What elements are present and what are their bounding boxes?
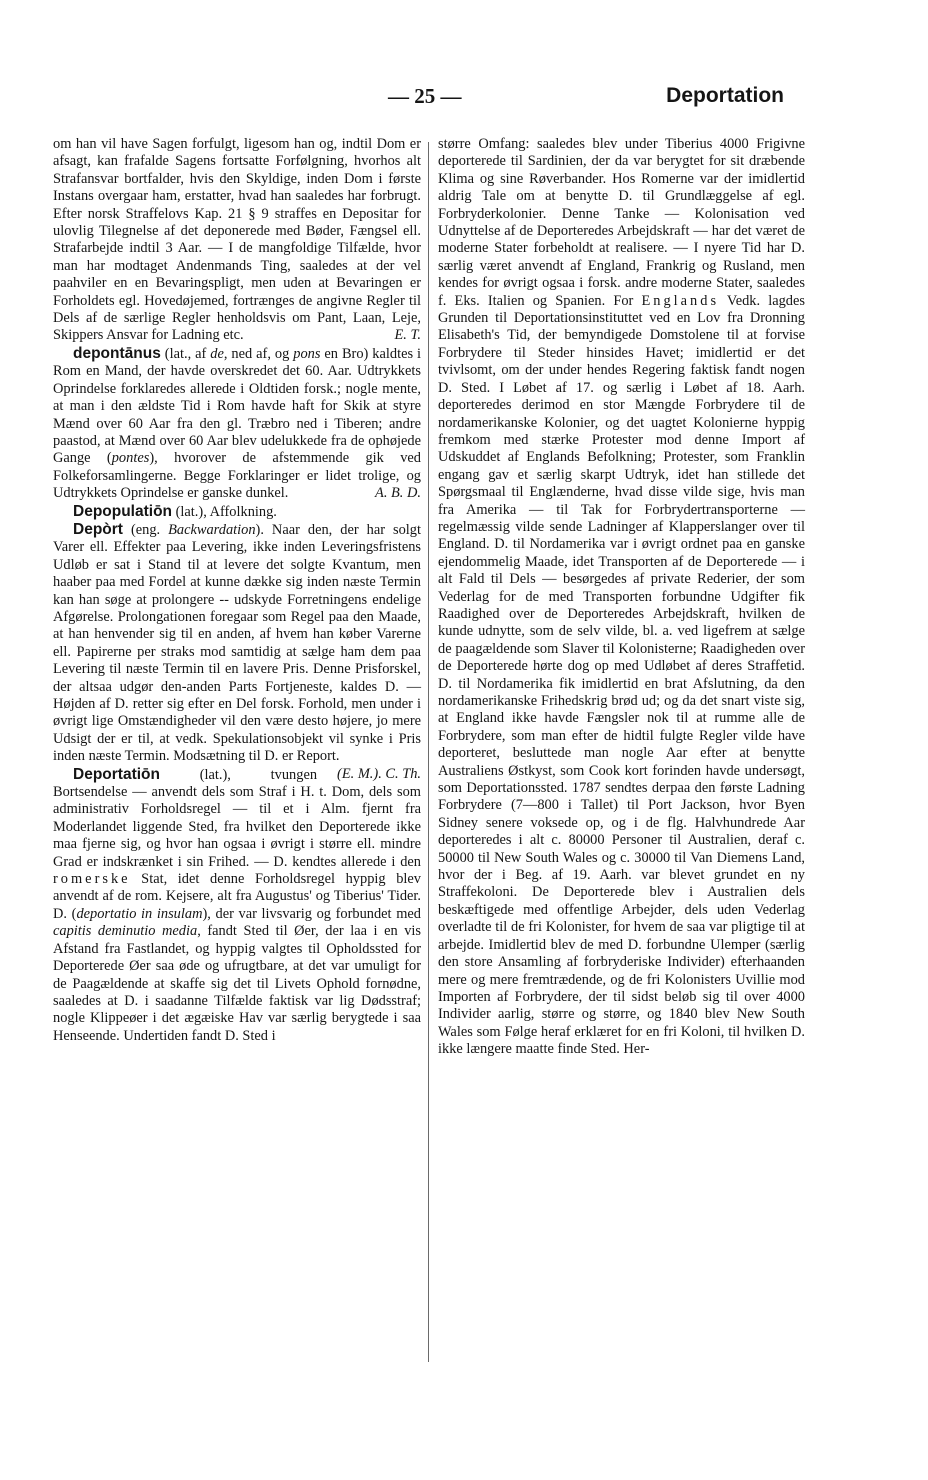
left-column xyxy=(53,136,421,1045)
entry-text: , ned af, og xyxy=(223,345,294,362)
deponering-continuation xyxy=(53,136,421,345)
deportation-continuation xyxy=(438,136,805,1059)
entry-depopulation xyxy=(53,503,421,521)
right-column xyxy=(438,136,805,1059)
entry-deportation xyxy=(53,766,421,1046)
headword-deportation: Deportatiōn xyxy=(73,765,160,783)
column-divider xyxy=(428,142,429,1362)
entry-depontanus xyxy=(53,345,421,503)
entry-text: større Omfang: saaledes blev under Tiberius 4000 Frigivne deporterede til Sardinien, der da var berygtet for sit dræbende Klima og sine Røverbander. Hos Romerne var der imidlertid aldrig Tale om at benytte D. til Grundlæggelse af egl. Forbryderkolonier. Denne Tanke — Kolonisation ved Udnyttelse af de Deporteredes Arbejdskraft — har det været de moderne Stater forbeholdt at realisere. — I nyere Tid har D. særlig været anvendt af England, Frankrig og Rusland, men kendes for øvrigt ogsaa i forsk. andre moderne Stater, saaledes f. Eks. Italien og Spanien. For xyxy=(438,136,805,309)
deponering-text: om han vil have Sagen forfulgt, ligesom han og, indtil Dom er afsagt, kan frafalde Sagens fortsatte Forfølgning, hvorhos alt Strafansvar bortfalder, hvis den Skyldige, inden Dom i første Instans overgaar ham, erstatter, hvad han saaledes har forbrugt. Efter norsk Straffelovs Kap. 21 § 9 straffes en Depositar for ulovlig Tilegnelse af det deponerede med Bøder, Fængsel ell. Strafarbejde indtil 3 Aar. — I de mangfoldige Tilfælde, hvor man har modtaget Andenmands Ting, saaledes at der vel paahviler en en Bevaringspligt, men uden at Bevaringen er Forholdets egl. Hovedøjemed, fortrænges de angivne Regler til Dels af de særlige Regler henholdsvis om Pant, Laan, Leje, Skippers Ansvar for Ladning etc. xyxy=(53,136,421,344)
english-term: Backwardation xyxy=(168,521,256,538)
entry-text: (lat., af xyxy=(160,345,211,362)
spaced-term: romerske xyxy=(53,871,131,888)
latin-term: pons xyxy=(293,345,321,362)
entry-text: ), hvorover de afstemmende gik ved Folkeforsamlingerne. Begge Forklaringer er lidet trolige, og Udtrykkets Oprindelse er ganske dunkel. xyxy=(53,450,421,502)
entry-text: , fandt Sted til Øer, der laa i en vis Afstand fra Fastlandet, og hyppig valgtes til Opholdssted for Deporterede Øer saa øde og ufrugtbare, at det var umuligt for de Paagældende at skaffe sig det til Livets Ophold fornødne, saaledes at D. i saadanne Tilfælde faktisk var lig Dødsstraf; nogle Klippeøer i det ægæiske Hav var særlig berygtede i saa Henseende. Undertiden fandt D. Sted i xyxy=(53,923,421,1044)
entry-text: (lat.), Affolkning. xyxy=(172,503,277,520)
entry-text: en Bro) kaldtes i Rom en Mand, der havde overskredet det 60. Aar. Udtrykkets Oprindelse forklaredes allerede i Oldtiden forsk.; nogle mente, at man i den ældste Tid i Rom havde haft for Skik at styre Mænd over 60 Aar fra den gl. Træbro ned i Tiberen; andre paastod, at Mænd over 60 Aar blev udelukkede fra de ophøjede Gange ( xyxy=(53,345,422,467)
signature-abd: A. B. D. xyxy=(375,485,421,502)
page-header xyxy=(0,84,928,114)
latin-term: de xyxy=(210,345,224,362)
signature-et: E. T. xyxy=(394,327,421,344)
latin-term: deportatio in insulam xyxy=(76,905,203,922)
entry-text: ). Naar den, der har solgt Varer ell. Effekter paa Levering, ikke inden Leveringsfristens Udløb er sat i Stand til at levere det solgte Kvantum, men haaber paa med Fordel at kunne dække sig inden næste Termin kan han søge at prolongere -- udskyde Forretningens endelige Afgørelse. Prolongationen foregaar som Regel paa den Maade, at han henvender sig til en anden, af hvem han køber Varerne ell. Papirerne per straks mod samtidig at sælge ham dem paa Levering til næste Termin til en lavere Pris. Denne Prisforskel, der altsaa udgør den-anden Parts Fortjeneste, kaldes D. — Højden af D. retter sig efter en Del forsk. Forhold, men under i øvrigt lige Omstændigheder vil den være desto højere, jo mere Udsigt der er til, at vedk. Spekulationsobjekt vil synke i Pris inden næste Termin. Modsætning til D. er Report. xyxy=(53,521,421,765)
latin-term: pontes xyxy=(111,450,150,467)
headword-depontanus: depontānus xyxy=(73,344,161,362)
headword-deport: Depòrt xyxy=(73,520,123,538)
headword-depopulation: Depopulatiōn xyxy=(73,502,173,520)
entry-text: Vedk. lagdes Grunden til Deportationsinstituttet ved en Lov fra Dronning Elisabeth's Tid, der bemyndigede Domstolene til at forvise Forbrydere til Steder hinsides Havet; imidlertid er det tvivlsomt, om der under hendes Regering faktisk fandt nogen D. Sted. I Løbet af 17. og særlig i Løbet af 18. Aarh. deporteredes derimod en stor Mængde Forbrydere til de nordamerikanske Kolonier, og det uagtet Kolonierne hyppig fremkom med stærke Protester mod denne Import af Udskuddet af Englands Befolkning; Protester, som Franklin engang gav et særlig skarpt Udtryk, idet han stillede det Spørgsmaal til Englænderne, hvad disse vilde sige, hvis man fra Amerika — til Tak for Forbrydertransporterne — regelmæssig vilde sende Ladninger af Klapperslanger over til England. D. til Nordamerika var i øvrigt ordnet paa en ganske ejendommelig Maade, idet Transporten af de Deporterede — i alt Fald til Dels — besørgedes af private Rederier, der som Vederlag for de med Transporten forbundne Udgifter fik Raadighed over de Deporteredes Arbejdskraft, hvilken de kunde udnytte, som de selv vilde, bl. a. ved ligefrem at sælge de paagældende som Slaver til Kolonisterne; Raadigheden over de Deporterede hørte dog op med Udløbet af deres Straffetid. D. til Nordamerika fik imidlertid en brat Afslutning, da den nordamerikanske Frihedskrig brød ud; og da det snart viste sig, at England ikke havde Fængsler nok til at rumme alle de Forbrydere, som man efter de hidtil fulgte Regler vilde have deporteret, besluttede man nogle Aar efter at benytte Australiens Østkyst, som Cook kort forinden havde undersøgt, som Deportationssted. 1787 sendtes derpaa den første Ladning Forbrydere (7—800 i Tallet) til Port Jackson, hvor Byen Sidney senere voksede op, og i de flg. Halvhundrede Aar deporteredes i alt c. 80000 Personer til Australien, deraf c. 50000 til New South Wales og c. 30000 til Van Diemens Land, hvor der i Beg. af 19. Aarh. var blevet grundet en ny Straffekoloni. De Deporterede blev i Australien dels beskæftigede med offentlige Arbejder, dels uden Vederlag overladte til de fri Kolonister, for hvem de saa var pligtige til at arbejde. Imidlertid blev de med D. forbundne Ulemper (særlig den store Ansamling af forbryderiske Individer) efterhaanden mere og mere fremtrædende, og de fri Kolonisters Uvillie mod Importen af Forbrydere, der til sidst beløb sig til over 4000 Individer aarlig, større og større, og 1840 blev New South Wales som Følge heraf erklæret for en fri Koloni, til hvilken D. ikke længere maatte finde Sted. Her- xyxy=(438,292,805,1058)
running-title: Deportation xyxy=(666,84,784,107)
entry-text: Stat, idet denne Forholdsregel hyppig blev anvendt af de rom. Kejsere, alt fra Augustus' og Tiberius' Tider. D. ( xyxy=(53,871,421,922)
latin-term: capitis deminutio media xyxy=(53,923,198,940)
entry-text: (eng. xyxy=(122,521,169,538)
signature-emcth: (E. M.). C. Th. xyxy=(337,765,421,782)
entry-text: ), der var livsvarig og forbundet med xyxy=(202,905,421,922)
entry-text: (lat.), tvungen Bortsendelse — anvendt dels som Straf i H. t. Dom, dels som administrativ Forholdsregel — til et i Alm. fjernt fra Moderlandet liggende Sted, fra hvilket den Deporterede ikke maa fjerne sig, og hvor han ogsaa i øvrigt i større ell. mindre Grad er indskrænket i sin Frihed. — D. kendtes allerede i den xyxy=(53,766,421,870)
page-number: — 25 — xyxy=(388,84,462,108)
spaced-term: Englands xyxy=(641,292,720,309)
